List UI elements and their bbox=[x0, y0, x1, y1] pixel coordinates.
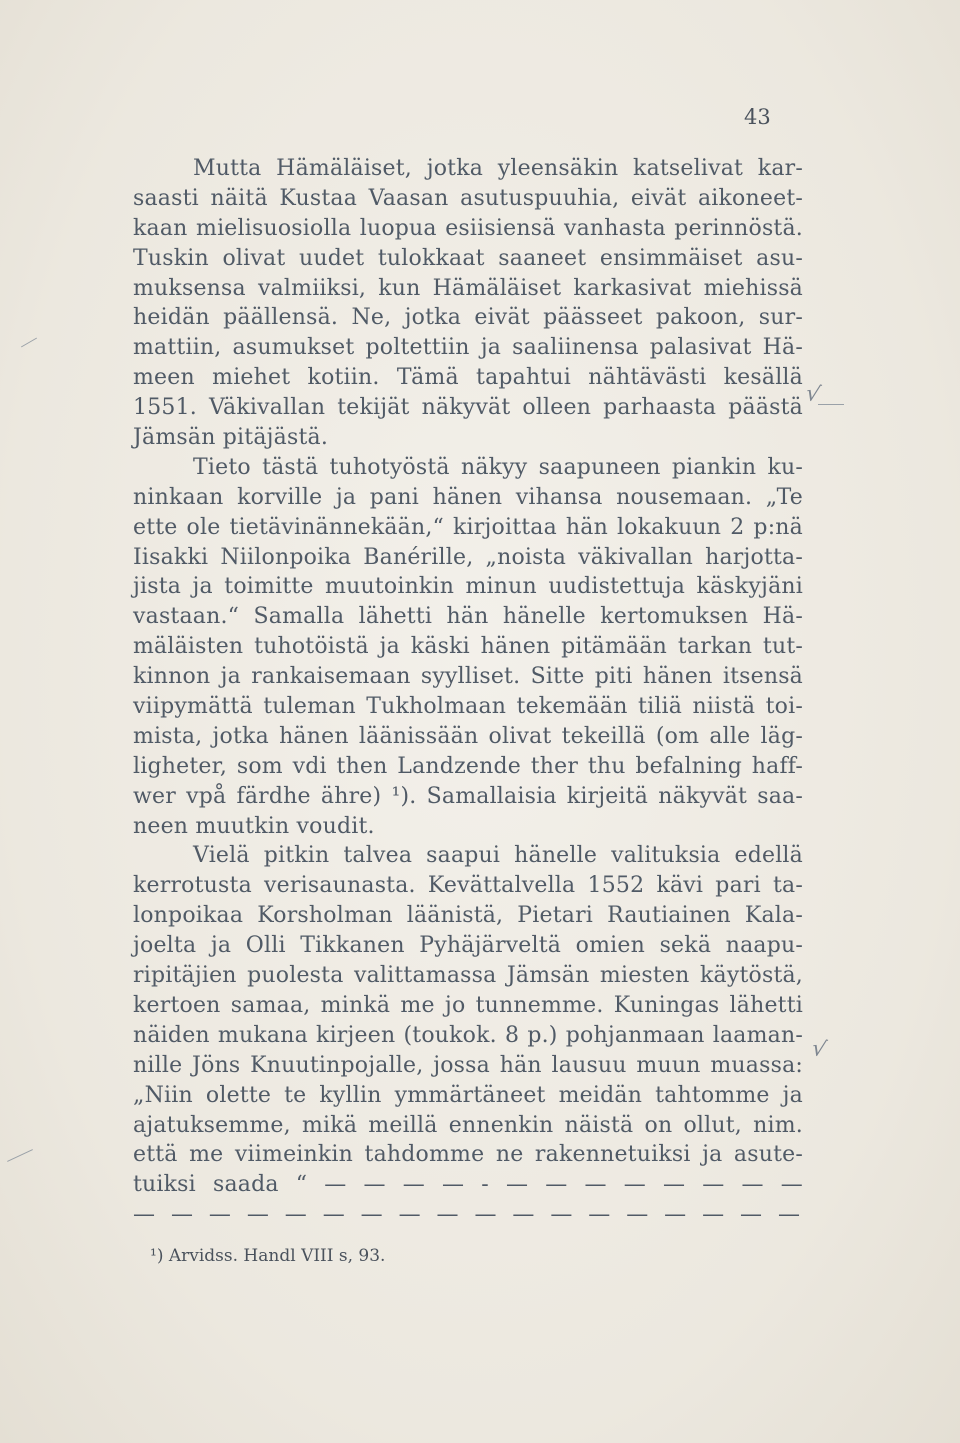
text-line: kinnon ja rankaisemaan syylliset. Sitte piti hänen itsensä bbox=[133, 664, 803, 690]
text-line: heidän päällensä. Ne, jotka eivät päässeet pakoon, sur- bbox=[133, 305, 803, 331]
margin-pencil-scratch bbox=[818, 404, 844, 405]
text-line: neen muutkin voudit. bbox=[133, 813, 375, 839]
text-line: että me viimeinkin tahdomme ne rakennetuiksi ja asute- bbox=[133, 1142, 803, 1168]
text-line: kerrotusta verisaunasta. Kevättalvella 1552 kävi pari ta- bbox=[133, 873, 803, 899]
text-line: joelta ja Olli Tikkanen Pyhäjärveltä omien sekä naapu- bbox=[133, 933, 803, 959]
text-line: ripitäjien puolesta valittamassa Jämsän miesten käytöstä, bbox=[133, 963, 803, 989]
text-line: Jämsän pitäjästä. bbox=[133, 425, 329, 451]
text-line: kertoen samaa, minkä me jo tunnemme. Kuningas lähetti bbox=[133, 992, 803, 1018]
dash-separator-line: — — — — — — — — — — — — — — — — — — bbox=[133, 1202, 803, 1228]
text-line: ette ole tietävinännekään,“ kirjoittaa hän lokakuun 2 p:nä bbox=[133, 514, 803, 540]
text-line: saasti näitä Kustaa Vaasan asutuspuuhia, eivät aikoneet- bbox=[133, 185, 803, 211]
text-line: nille Jöns Knuutinpojalle, jossa hän lausuu muun muassa: bbox=[133, 1052, 803, 1078]
text-line: tuiksi saada “ — — — — - — — — — — — — — bbox=[133, 1172, 803, 1198]
text-line: ajatuksemme, mikä meillä ennenkin näistä on ollut, nim. bbox=[133, 1112, 803, 1138]
margin-pencil-scratch bbox=[7, 1149, 33, 1162]
text-line: Vielä pitkin talvea saapui hänelle valituksia edellä bbox=[193, 843, 803, 869]
body-text bbox=[133, 154, 803, 1230]
text-line: wer vpå färdhe ähre) ¹). Samallaisia kirjeitä näkyvät saa- bbox=[133, 783, 803, 809]
text-line: jista ja toimitte muutoinkin minun uudistettuja käskyjäni bbox=[133, 574, 803, 600]
text-line: mista, jotka hänen läänissään olivat tekeillä (om alle läg- bbox=[133, 723, 803, 749]
footnote: ¹) Arvidss. Handl VIII s, 93. bbox=[150, 1246, 386, 1266]
text-line: viipymättä tuleman Tukholmaan tekemään tiliä niistä toi- bbox=[133, 694, 803, 720]
text-line: Tieto tästä tuhotyöstä näkyy saapuneen piankin ku- bbox=[193, 454, 803, 480]
text-line: muksensa valmiiksi, kun Hämäläiset karkasivat miehissä bbox=[133, 275, 803, 301]
text-line: mäläisten tuhotöistä ja käski hänen pitämään tarkan tut- bbox=[133, 634, 803, 660]
margin-check-mark-icon: √ bbox=[809, 1035, 829, 1064]
text-line: Iisakki Niilonpoika Banérille, „noista väkivallan harjotta- bbox=[133, 544, 803, 570]
text-line: 1551. Väkivallan tekijät näkyvät olleen parhaasta päästä bbox=[133, 395, 803, 421]
margin-check-mark-icon: √ bbox=[803, 380, 823, 409]
text-line: Tuskin olivat uudet tulokkaat saaneet ensimmäiset asu- bbox=[133, 245, 803, 271]
text-line: mattiin, asumukset poltettiin ja saaliinensa palasivat Hä- bbox=[133, 335, 803, 361]
text-line: ninkaan korville ja pani hänen vihansa nousemaan. „Te bbox=[133, 484, 803, 510]
margin-pencil-scratch bbox=[21, 338, 37, 348]
text-line: kaan mielisuosiolla luopua esiisiensä vanhasta perinnöstä. bbox=[133, 215, 803, 241]
text-line: Mutta Hämäläiset, jotka yleensäkin katselivat kar- bbox=[193, 156, 803, 181]
page-number: 43 bbox=[744, 105, 771, 129]
text-line: „Niin olette te kyllin ymmärtäneet meidän tahtomme ja bbox=[133, 1082, 803, 1108]
text-line: meen miehet kotiin. Tämä tapahtui nähtävästi kesällä bbox=[133, 365, 803, 391]
text-line: lonpoikaa Korsholman läänistä, Pietari Rautiainen Kala- bbox=[133, 903, 803, 929]
text-line: ligheter, som vdi then Landzende ther thu befalning haff- bbox=[133, 753, 803, 779]
text-line: näiden mukana kirjeen (toukok. 8 p.) pohjanmaan laaman- bbox=[133, 1022, 803, 1048]
text-line: vastaan.“ Samalla lähetti hän hänelle kertomuksen Hä- bbox=[133, 604, 803, 630]
